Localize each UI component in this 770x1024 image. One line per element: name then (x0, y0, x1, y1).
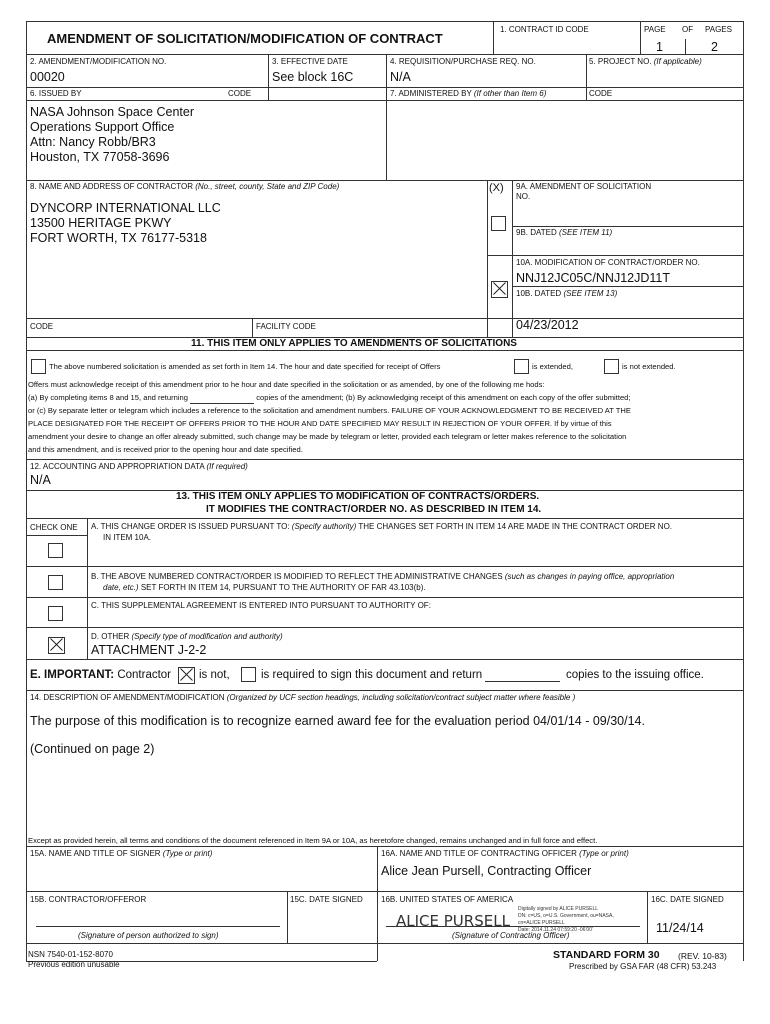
contracting-officer-label: 16A. NAME AND TITLE OF CONTRACTING OFFICER (Type or print) (381, 849, 629, 858)
contracting-officer-value[interactable]: Alice Jean Pursell, Contracting Officer (381, 864, 592, 878)
copies-label: copies to the issuing office. (566, 669, 704, 681)
modification-contract-label: 10A. MODIFICATION OF CONTRACT/ORDER NO. (516, 258, 700, 267)
administered-by-label: 7. ADMINISTERED BY (If other than Item 6) (390, 89, 547, 98)
signature-officer-hint: (Signature of Contracting Officer) (452, 931, 570, 940)
accounting-label: 12. ACCOUNTING AND APPROPRIATION DATA (If required) (30, 462, 248, 471)
item13-d-checkbox-checked[interactable] (48, 637, 65, 654)
description-text[interactable]: The purpose of this modification is to recognize earned award fee for the evaluation period 04/01/14 - 09/30/14. (30, 714, 645, 728)
item13-d-value[interactable]: ATTACHMENT J-2-2 (91, 643, 207, 657)
contractor-offeror-label: 15B. CONTRACTOR/OFFEROR (30, 895, 147, 904)
item11-line1: The above numbered solicitation is amended as set forth in Item 14. The hour and date specified for receipt of Offers (49, 362, 441, 371)
is-not-extended-checkbox[interactable] (604, 359, 619, 374)
pages-label: PAGES (705, 25, 732, 34)
issued-by-line: Houston, TX 77058-3696 (30, 150, 170, 164)
item13-title-line1: 13. THIS ITEM ONLY APPLIES TO MODIFICATION OF CONTRACTS/ORDERS. (176, 491, 540, 502)
is-extended-label: is extended, (532, 362, 573, 371)
effective-date-label: 3. EFFECTIVE DATE (272, 57, 348, 66)
item11-para-line: or (c) By separate letter or telegram which includes a reference to the solicitation and amendment numbers. FAILURE OF YOUR ACKNOWLEDGMENT TO BE RECEIVED AT THE (28, 406, 631, 415)
is-required-label: is required to sign this document and return (261, 669, 483, 681)
item13-a-text: A. THIS CHANGE ORDER IS ISSUED PURSUANT TO: (Specify authority) THE CHANGES SET FORTH IN ITEM 14 ARE MADE IN THE CONTRACT ORDER NO. (91, 522, 673, 531)
contractor-line: DYNCORP INTERNATIONAL LLC (30, 201, 221, 215)
accounting-value[interactable]: N/A (30, 473, 51, 487)
amendment-solicitation-label: 9A. AMENDMENT OF SOLICITATION (516, 182, 652, 191)
item13-a-text-2: IN ITEM 10A. (103, 533, 152, 542)
project-no-label: 5. PROJECT NO. (If applicable) (589, 57, 702, 66)
signature-person-hint: (Signature of person authorized to sign) (78, 931, 219, 940)
requisition-value[interactable]: N/A (390, 70, 411, 84)
revision-label: (REV. 10-83) (678, 951, 727, 961)
facility-code-label: FACILITY CODE (256, 322, 316, 331)
item11-para-line: and this amendment, and is received prior to the opening hour and date specified. (28, 445, 303, 454)
issued-by-label: 6. ISSUED BY (30, 89, 82, 98)
date-signed-15c-label: 15C. DATE SIGNED (290, 895, 363, 904)
issued-by-line: NASA Johnson Space Center (30, 105, 194, 119)
item13-b-checkbox[interactable] (48, 575, 63, 590)
administered-code-label: CODE (589, 89, 613, 98)
is-not-label: is not, (199, 669, 230, 681)
dated-10b-label: 10B. DATED (SEE ITEM 13) (516, 289, 618, 298)
continued-note: (Continued on page 2) (30, 742, 155, 756)
is-not-checkbox-checked[interactable] (178, 667, 195, 684)
copies-blank[interactable] (190, 394, 254, 404)
x-marker: (X) (489, 182, 504, 194)
modification-contract-checkbox-checked[interactable] (491, 281, 508, 298)
contractor-line: FORT WORTH, TX 76177-5318 (30, 231, 207, 245)
page-number: 1 (656, 40, 663, 54)
signature-name: ALICE PURSELL (396, 912, 510, 930)
prescribed-by: Prescribed by GSA FAR (48 CFR) 53.243 (569, 962, 717, 971)
modification-contract-value[interactable]: NNJ12JC05C/NNJ12JD11T (516, 271, 670, 285)
nsn-number: NSN 7540-01-152-8070 (28, 950, 113, 959)
item13-c-checkbox[interactable] (48, 606, 63, 621)
item11-para-line: amendment your desire to change an offer already submitted, such change may be made by telegram or letter, provided each telegram or letter makes reference to the solicitation (28, 432, 627, 441)
item13-c-text: C. THIS SUPPLEMENTAL AGREEMENT IS ENTERED INTO PURSUANT TO AUTHORITY OF: (91, 601, 431, 610)
item13-b-text: B. THE ABOVE NUMBERED CONTRACT/ORDER IS MODIFIED TO REFLECT THE ADMINISTRATIVE CHANGES (such as changes in paying office, appropriation (91, 572, 675, 581)
dated-9b-label: 9B. DATED (SEE ITEM 11) (516, 228, 613, 237)
digital-sig-details (518, 906, 614, 934)
effective-date-value[interactable]: See block 16C (272, 70, 354, 84)
item13-a-checkbox[interactable] (48, 543, 63, 558)
standard-form-label: STANDARD FORM 30 (553, 949, 660, 961)
is-required-checkbox[interactable] (241, 667, 256, 682)
copies-count-blank[interactable] (485, 672, 560, 682)
contractor-line: 13500 HERITAGE PKWY (30, 216, 172, 230)
contractor-signature-field[interactable] (36, 905, 280, 925)
pages-total: 2 (711, 40, 718, 54)
code-label: CODE (30, 322, 54, 331)
check-one-label: CHECK ONE (30, 523, 78, 532)
amendment-solicitation-checkbox[interactable] (491, 216, 506, 231)
amendment-solicitation-no-label: NO. (516, 192, 531, 201)
item13-b-text-2: date, etc.) SET FORTH IN ITEM 14, PURSUANT TO THE AUTHORITY OF FAR 43.103(b). (103, 583, 426, 592)
amendment-no-value[interactable]: 00020 (30, 70, 65, 84)
item13-title-line2: IT MODIFIES THE CONTRACT/ORDER NO. AS DESCRIBED IN ITEM 14. (206, 504, 542, 515)
digital-sig-line: DN: c=US, o=U.S. Government, ou=NASA, (518, 913, 614, 919)
item11-para-line: PLACE DESIGNATED FOR THE RECEIPT OF OFFERS PRIOR TO THE HOUR AND DATE SPECIFIED MAY RESULT IN REJECTION OF YOUR OFFER. If by virtue of this (28, 419, 612, 428)
solicitation-amended-checkbox[interactable] (31, 359, 46, 374)
of-label: OF (682, 25, 694, 34)
item11-title: 11. THIS ITEM ONLY APPLIES TO AMENDMENTS OF SOLICITATIONS (191, 338, 517, 349)
issued-by-line: Attn: Nancy Robb/BR3 (30, 135, 156, 149)
date-signed-16c-value[interactable]: 11/24/14 (656, 921, 704, 935)
issued-by-code-label: CODE (228, 89, 252, 98)
signer-name-label: 15A. NAME AND TITLE OF SIGNER (Type or print) (30, 849, 213, 858)
digital-sig-line: cn=ALICE PURSELL (518, 920, 565, 926)
dated-10b-value[interactable]: 04/23/2012 (516, 318, 579, 332)
contract-id-label: 1. CONTRACT ID CODE (500, 25, 589, 34)
page-label: PAGE (644, 25, 666, 34)
item11-para-line: Offers must acknowledge receipt of this amendment prior to he hour and date specified in the solicitation or as amended, by one of the following me hods: (28, 380, 545, 389)
contractor-label: 8. NAME AND ADDRESS OF CONTRACTOR (No., street, county, State and ZIP Code) (30, 182, 340, 191)
issued-by-line: Operations Support Office (30, 120, 175, 134)
requisition-label: 4. REQUISITION/PURCHASE REQ. NO. (390, 57, 536, 66)
is-extended-checkbox[interactable] (514, 359, 529, 374)
is-not-extended-label: is not extended. (622, 362, 676, 371)
description-label: 14. DESCRIPTION OF AMENDMENT/MODIFICATION (Organized by UCF section headings, including solicitation/contract subject matter where feasible ) (30, 693, 576, 702)
amendment-no-label: 2. AMENDMENT/MODIFICATION NO. (30, 57, 167, 66)
item11-para-line: (a) By completing items 8 and 15, and returning copies of the amendment; (b) By acknowledging receipt of this amendment on each copy of the offer submitted; (28, 393, 631, 402)
except-text: Except as provided herein, all terms and conditions of the document referenced in Item 9A or 10A, as heretofore changed, remains unchanged and in full force and effect. (28, 836, 598, 845)
form-title: AMENDMENT OF SOLICITATION/MODIFICATION OF CONTRACT (47, 31, 443, 46)
important-label: E. IMPORTANT: Contractor (30, 669, 172, 681)
item13-d-text: D. OTHER (Specify type of modification and authority) (91, 632, 283, 641)
digital-sig-line: Date: 2014.11.24 07:59:20 -06'00' (518, 927, 593, 933)
digital-sig-line: Digitally signed by ALICE PURSELL (518, 906, 599, 912)
previous-edition: Previous edition unusable (28, 960, 120, 969)
united-states-label: 16B. UNITED STATES OF AMERICA (381, 895, 514, 904)
date-signed-16c-label: 16C. DATE SIGNED (651, 895, 724, 904)
